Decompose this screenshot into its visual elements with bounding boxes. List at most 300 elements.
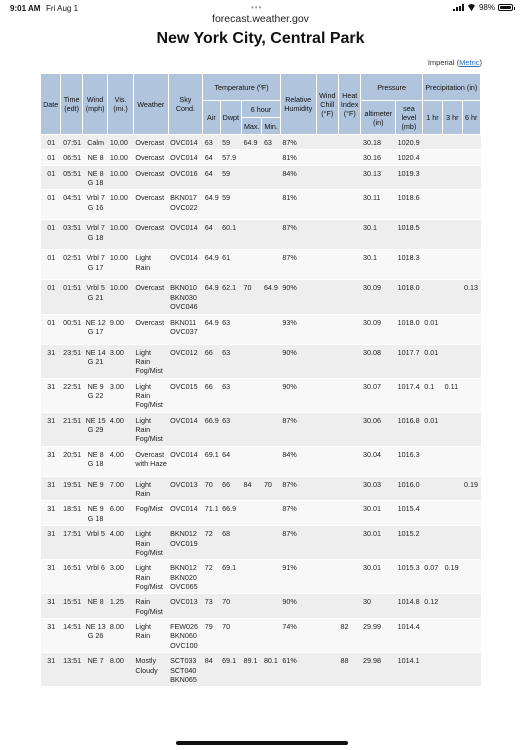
cell-wind-chill — [316, 446, 338, 476]
cell-date: 01 — [41, 314, 61, 344]
cell-precip-6hr — [462, 135, 481, 150]
cell-wind-chill — [316, 190, 338, 220]
cell-date: 31 — [41, 476, 61, 501]
cell-air: 69.1 — [203, 446, 220, 476]
cell-precip-3hr — [443, 446, 462, 476]
cell-altimeter: 29.99 — [361, 619, 396, 653]
cell-date: 01 — [41, 250, 61, 280]
cell-time: 04:51 — [61, 190, 82, 220]
cell-precip-6hr — [462, 344, 481, 378]
cell-sea-level: 1015.4 — [396, 501, 423, 526]
cell-visibility: 10.00 — [108, 150, 134, 165]
col-precip-3hr: 3 hr — [443, 101, 462, 135]
cell-weather: Overcast — [133, 150, 168, 165]
cell-max — [242, 526, 262, 560]
cell-precip-1hr: 0.01 — [422, 412, 442, 446]
table-row — [41, 378, 481, 412]
units-toggle — [428, 58, 482, 67]
cell-visibility: 10.00 — [108, 250, 134, 280]
cell-time: 14:51 — [61, 619, 82, 653]
units-prefix: Imperial ( — [427, 58, 460, 67]
cell-weather: Light Rain — [133, 476, 168, 501]
cell-air: 64 — [203, 165, 220, 190]
col-precip-1hr: 1 hr — [422, 101, 442, 135]
table-row — [41, 501, 481, 526]
cell-wind: NE 14 G 21 — [82, 344, 108, 378]
cell-precip-1hr — [422, 653, 442, 687]
cell-heat-index — [339, 250, 361, 280]
cell-max — [242, 344, 262, 378]
cell-altimeter: 30.18 — [361, 135, 396, 150]
cell-air: 79 — [203, 619, 220, 653]
cell-humidity: 87% — [280, 412, 316, 446]
cell-sea-level: 1018.6 — [396, 190, 423, 220]
wifi-icon — [467, 4, 476, 11]
cell-weather: Mostly Cloudy — [133, 653, 168, 687]
cell-time: 07:51 — [61, 135, 82, 150]
cell-precip-3hr — [443, 220, 462, 250]
cell-sea-level: 1020.9 — [396, 135, 423, 150]
cell-altimeter: 30.16 — [361, 150, 396, 165]
cell-wind: NE 15 G 29 — [82, 412, 108, 446]
cell-altimeter: 30.04 — [361, 446, 396, 476]
cell-sea-level: 1018.0 — [396, 280, 423, 314]
cell-time: 03:51 — [61, 220, 82, 250]
cell-air: 70 — [203, 476, 220, 501]
cell-wind-chill — [316, 344, 338, 378]
cell-heat-index — [339, 150, 361, 165]
cell-dewpoint: 66.9 — [220, 501, 241, 526]
cell-time: 05:51 — [61, 165, 82, 190]
cell-air: 66 — [203, 378, 220, 412]
cell-sea-level: 1015.3 — [396, 560, 423, 594]
cell-wind: Calm — [82, 135, 108, 150]
cell-air: 71.1 — [203, 501, 220, 526]
cell-wind-chill — [316, 250, 338, 280]
col-wind: Wind (mph) — [82, 74, 108, 135]
cell-time: 16:51 — [61, 560, 82, 594]
table-row — [41, 150, 481, 165]
cell-min — [262, 594, 280, 619]
page-title: New York City, Central Park — [156, 30, 365, 47]
cell-visibility: 10.00 — [108, 165, 134, 190]
table-row — [41, 446, 481, 476]
cell-precip-3hr — [443, 250, 462, 280]
cell-date: 01 — [41, 190, 61, 220]
cell-date: 31 — [41, 501, 61, 526]
cell-date: 01 — [41, 150, 61, 165]
cell-date: 31 — [41, 412, 61, 446]
cell-precip-1hr — [422, 135, 442, 150]
cell-sky: BKN011 OVC037 — [168, 314, 203, 344]
cell-air: 66 — [203, 344, 220, 378]
cell-wind-chill — [316, 619, 338, 653]
cell-precip-1hr — [422, 165, 442, 190]
cell-dewpoint: 61 — [220, 250, 241, 280]
cell-sky: OVC014 — [168, 501, 203, 526]
cell-wind: Vrbl 5 — [82, 526, 108, 560]
cell-wind: NE 8 — [82, 150, 108, 165]
cell-wind-chill — [316, 314, 338, 344]
cell-min — [262, 412, 280, 446]
cell-max — [242, 220, 262, 250]
cell-precip-1hr — [422, 526, 442, 560]
cell-time: 15:51 — [61, 594, 82, 619]
cell-precip-6hr — [462, 560, 481, 594]
cell-precip-3hr — [443, 344, 462, 378]
cell-weather: Overcast — [133, 220, 168, 250]
col-precipitation: Precipitation (in) — [422, 74, 480, 101]
cell-visibility: 4.00 — [108, 412, 134, 446]
cell-precip-1hr — [422, 476, 442, 501]
cell-precip-6hr — [462, 190, 481, 220]
col-altimeter: altimeter (in) — [361, 101, 396, 135]
battery-percent: 98% — [478, 3, 495, 12]
cell-visibility: 10.00 — [108, 280, 134, 314]
cell-time: 19:51 — [61, 476, 82, 501]
table-row — [41, 314, 481, 344]
units-suffix: ) — [479, 58, 482, 67]
cell-date: 31 — [41, 619, 61, 653]
cell-max — [242, 314, 262, 344]
cell-sea-level: 1014.1 — [396, 653, 423, 687]
cell-precip-3hr — [443, 501, 462, 526]
cell-heat-index — [339, 165, 361, 190]
home-indicator[interactable] — [176, 741, 348, 745]
cell-min — [262, 344, 280, 378]
cell-precip-3hr — [443, 190, 462, 220]
cell-altimeter: 29.98 — [361, 653, 396, 687]
cell-sky: OVC012 — [168, 344, 203, 378]
cell-altimeter: 30 — [361, 594, 396, 619]
cell-sky: OVC013 — [168, 476, 203, 501]
observations-table — [40, 73, 481, 687]
cell-heat-index — [339, 476, 361, 501]
col-heat-index: Heat Index (°F) — [339, 74, 361, 135]
cell-precip-1hr: 0.12 — [422, 594, 442, 619]
cell-precip-3hr — [443, 314, 462, 344]
cell-dewpoint: 64 — [220, 446, 241, 476]
cell-dewpoint: 66 — [220, 476, 241, 501]
address-bar[interactable]: forecast.weather.gov — [212, 13, 309, 25]
cell-min — [262, 378, 280, 412]
table-row — [41, 412, 481, 446]
cell-wind-chill — [316, 150, 338, 165]
cell-altimeter: 30.01 — [361, 560, 396, 594]
cell-precip-3hr — [443, 165, 462, 190]
cell-heat-index — [339, 220, 361, 250]
cell-dewpoint: 68 — [220, 526, 241, 560]
cell-altimeter: 30.01 — [361, 501, 396, 526]
table-row — [41, 344, 481, 378]
cell-precip-6hr: 0.19 — [462, 476, 481, 501]
cell-time: 00:51 — [61, 314, 82, 344]
cell-precip-1hr — [422, 150, 442, 165]
cell-precip-6hr — [462, 220, 481, 250]
cell-precip-6hr — [462, 594, 481, 619]
cell-precip-3hr — [443, 619, 462, 653]
cell-dewpoint: 57.9 — [220, 150, 241, 165]
cell-sea-level: 1017.4 — [396, 378, 423, 412]
cell-visibility: 1.25 — [108, 594, 134, 619]
cell-sea-level: 1020.4 — [396, 150, 423, 165]
cell-wind-chill — [316, 560, 338, 594]
cell-precip-3hr — [443, 412, 462, 446]
cell-max — [242, 412, 262, 446]
status-indicators — [453, 3, 513, 12]
cell-air: 63 — [203, 135, 220, 150]
col-weather: Weather — [133, 74, 168, 135]
cell-humidity: 87% — [280, 501, 316, 526]
cell-visibility: 10.00 — [108, 190, 134, 220]
cell-dewpoint: 62.1 — [220, 280, 241, 314]
cell-wind: Vrbl 7 G 17 — [82, 250, 108, 280]
col-max: Max. — [242, 118, 262, 135]
cell-precip-6hr — [462, 250, 481, 280]
cell-humidity: 61% — [280, 653, 316, 687]
cell-sky: BKN017 OVC022 — [168, 190, 203, 220]
cellular-signal-icon — [453, 4, 464, 11]
cell-weather: Overcast — [133, 314, 168, 344]
cell-wind-chill — [316, 412, 338, 446]
cell-date: 31 — [41, 560, 61, 594]
cell-max — [242, 150, 262, 165]
cell-air: 64 — [203, 220, 220, 250]
cell-max: 89.1 — [242, 653, 262, 687]
cell-wind: NE 12 G 17 — [82, 314, 108, 344]
cell-sky: BKN012 BKN020 OVC065 — [168, 560, 203, 594]
table-row — [41, 619, 481, 653]
cell-precip-1hr — [422, 220, 442, 250]
cell-precip-6hr — [462, 314, 481, 344]
cell-sea-level: 1019.3 — [396, 165, 423, 190]
cell-dewpoint: 59 — [220, 190, 241, 220]
observations-body — [41, 135, 481, 687]
cell-wind-chill — [316, 526, 338, 560]
table-row — [41, 526, 481, 560]
cell-precip-6hr — [462, 165, 481, 190]
cell-sea-level: 1016.8 — [396, 412, 423, 446]
cell-date: 31 — [41, 526, 61, 560]
cell-wind: NE 8 G 18 — [82, 446, 108, 476]
cell-humidity: 87% — [280, 526, 316, 560]
cell-max: 84 — [242, 476, 262, 501]
cell-weather: Overcast — [133, 165, 168, 190]
cell-air: 64.9 — [203, 190, 220, 220]
cell-humidity: 87% — [280, 220, 316, 250]
cell-min — [262, 220, 280, 250]
cell-time: 23:51 — [61, 344, 82, 378]
cell-max: 64.9 — [242, 135, 262, 150]
cell-heat-index — [339, 314, 361, 344]
cell-min — [262, 314, 280, 344]
cell-wind: Vrbl 5 G 21 — [82, 280, 108, 314]
cell-dewpoint: 60.1 — [220, 220, 241, 250]
cell-wind: NE 9 — [82, 476, 108, 501]
cell-humidity: 90% — [280, 378, 316, 412]
cell-max — [242, 446, 262, 476]
col-min: Min. — [262, 118, 280, 135]
cell-precip-1hr: 0.01 — [422, 314, 442, 344]
cell-min — [262, 190, 280, 220]
cell-min: 63 — [262, 135, 280, 150]
cell-sea-level: 1018.0 — [396, 314, 423, 344]
cell-wind: NE 8 — [82, 594, 108, 619]
cell-sky: OVC014 — [168, 446, 203, 476]
cell-altimeter: 30.08 — [361, 344, 396, 378]
cell-precip-3hr — [443, 280, 462, 314]
cell-precip-1hr — [422, 280, 442, 314]
cell-time: 20:51 — [61, 446, 82, 476]
cell-humidity: 84% — [280, 446, 316, 476]
col-six-hour: 6 hour — [242, 101, 281, 118]
cell-air: 64 — [203, 150, 220, 165]
cell-heat-index — [339, 378, 361, 412]
cell-heat-index — [339, 526, 361, 560]
cell-min — [262, 560, 280, 594]
cell-heat-index — [339, 135, 361, 150]
cell-precip-1hr — [422, 619, 442, 653]
cell-precip-1hr — [422, 446, 442, 476]
cell-date: 31 — [41, 446, 61, 476]
cell-altimeter: 30.11 — [361, 190, 396, 220]
cell-dewpoint: 59 — [220, 165, 241, 190]
cell-sea-level: 1014.8 — [396, 594, 423, 619]
col-visibility: Vis. (mi.) — [108, 74, 134, 135]
cell-time: 22:51 — [61, 378, 82, 412]
cell-min — [262, 526, 280, 560]
cell-min: 80.1 — [262, 653, 280, 687]
table-row — [41, 190, 481, 220]
cell-wind-chill — [316, 594, 338, 619]
cell-precip-3hr — [443, 653, 462, 687]
cell-weather: Overcast — [133, 190, 168, 220]
cell-precip-6hr: 0.13 — [462, 280, 481, 314]
cell-date: 31 — [41, 653, 61, 687]
cell-precip-6hr — [462, 526, 481, 560]
cell-humidity: 84% — [280, 165, 316, 190]
cell-visibility: 10.00 — [108, 220, 134, 250]
cell-precip-6hr — [462, 653, 481, 687]
cell-sea-level: 1014.4 — [396, 619, 423, 653]
cell-precip-1hr — [422, 190, 442, 220]
cell-time: 02:51 — [61, 250, 82, 280]
cell-weather: Light Rain Fog/Mist — [133, 412, 168, 446]
cell-heat-index — [339, 446, 361, 476]
metric-link[interactable]: Metric — [459, 58, 480, 67]
col-air: Air — [203, 101, 220, 135]
cell-sky: BKN010 BKN030 OVC046 — [168, 280, 203, 314]
cell-wind: NE 8 G 18 — [82, 165, 108, 190]
cell-precip-1hr: 0.01 — [422, 344, 442, 378]
cell-wind-chill — [316, 501, 338, 526]
cell-humidity: 87% — [280, 476, 316, 501]
cell-precip-3hr — [443, 150, 462, 165]
cell-weather: Light Rain Fog/Mist — [133, 344, 168, 378]
col-time: Time (edt) — [61, 74, 82, 135]
cell-humidity: 81% — [280, 150, 316, 165]
cell-date: 01 — [41, 280, 61, 314]
cell-weather: Rain Fog/Mist — [133, 594, 168, 619]
cell-visibility: 10.00 — [108, 135, 134, 150]
cell-weather: Light Rain Fog/Mist — [133, 378, 168, 412]
cell-date: 31 — [41, 594, 61, 619]
cell-dewpoint: 63 — [220, 378, 241, 412]
cell-altimeter: 30.03 — [361, 476, 396, 501]
cell-min — [262, 501, 280, 526]
cell-weather: Light Rain — [133, 619, 168, 653]
table-row — [41, 560, 481, 594]
table-row — [41, 250, 481, 280]
cell-sea-level: 1018.5 — [396, 220, 423, 250]
cell-humidity: 81% — [280, 190, 316, 220]
cell-heat-index — [339, 344, 361, 378]
cell-altimeter: 30.07 — [361, 378, 396, 412]
cell-wind: Vrbl 6 — [82, 560, 108, 594]
cell-sky: OVC016 — [168, 165, 203, 190]
col-precip-6hr: 6 hr — [462, 101, 481, 135]
cell-sky: OVC014 — [168, 135, 203, 150]
cell-dewpoint: 70 — [220, 594, 241, 619]
cell-heat-index — [339, 594, 361, 619]
cell-time: 21:51 — [61, 412, 82, 446]
cell-precip-6hr — [462, 446, 481, 476]
cell-wind-chill — [316, 476, 338, 501]
cell-min — [262, 619, 280, 653]
cell-dewpoint: 69.1 — [220, 560, 241, 594]
cell-sea-level: 1017.7 — [396, 344, 423, 378]
cell-precip-3hr: 0.19 — [443, 560, 462, 594]
cell-time: 06:51 — [61, 150, 82, 165]
cell-date: 01 — [41, 135, 61, 150]
cell-dewpoint: 63 — [220, 344, 241, 378]
cell-time: 18:51 — [61, 501, 82, 526]
cell-min — [262, 446, 280, 476]
cell-sea-level: 1016.0 — [396, 476, 423, 501]
table-row — [41, 135, 481, 150]
col-dewpoint: Dwpt — [220, 101, 241, 135]
cell-weather: Fog/Mist — [133, 501, 168, 526]
cell-dewpoint: 59 — [220, 135, 241, 150]
cell-heat-index — [339, 280, 361, 314]
cell-precip-3hr — [443, 526, 462, 560]
cell-altimeter: 30.13 — [361, 165, 396, 190]
cell-wind-chill — [316, 378, 338, 412]
cell-max — [242, 250, 262, 280]
cell-humidity: 90% — [280, 594, 316, 619]
cell-wind: NE 9 G 18 — [82, 501, 108, 526]
cell-heat-index — [339, 412, 361, 446]
multitask-dots-icon[interactable]: ••• — [251, 3, 263, 12]
cell-min — [262, 250, 280, 280]
cell-visibility: 3.00 — [108, 344, 134, 378]
col-humidity: Relative Humidity — [280, 74, 316, 135]
cell-precip-1hr — [422, 250, 442, 280]
cell-date: 01 — [41, 220, 61, 250]
cell-wind: Vrbl 7 G 16 — [82, 190, 108, 220]
cell-altimeter: 30.1 — [361, 220, 396, 250]
cell-visibility: 8.00 — [108, 653, 134, 687]
cell-max — [242, 190, 262, 220]
cell-sea-level: 1016.3 — [396, 446, 423, 476]
cell-precip-6hr — [462, 150, 481, 165]
cell-weather: Light Rain Fog/Mist — [133, 526, 168, 560]
cell-weather: Light Rain Fog/Mist — [133, 560, 168, 594]
cell-weather: Overcast with Haze — [133, 446, 168, 476]
cell-humidity: 74% — [280, 619, 316, 653]
cell-humidity: 87% — [280, 135, 316, 150]
cell-max — [242, 619, 262, 653]
